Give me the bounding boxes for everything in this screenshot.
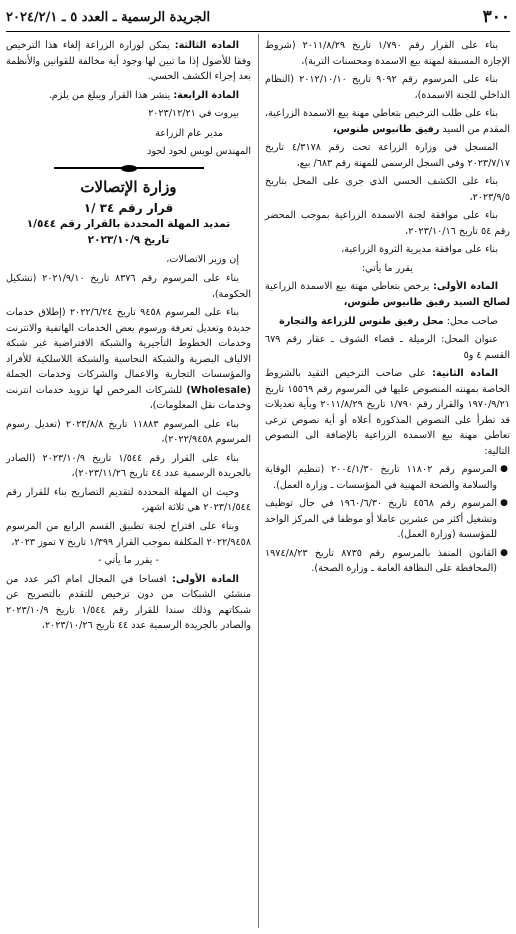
right-column: [265, 38, 510, 580]
paragraph: [265, 106, 510, 137]
paragraph: بناء على المرسوم رقم ٩٠٩٢ تاريخ ٢٠١٢/١٠/١٠ (النظام الداخلي للجنة الاسمدة)،: [265, 74, 510, 101]
regulations-list: [265, 462, 510, 577]
paragraph: بناء على القرار رقم ١/٧٩٠ تاريخ ٢٠١١/٨/٢٩ (شروط الإجازة المسبقة لمهنة بيع الاسمدة ومحسنات التربة)،: [265, 40, 510, 67]
section-divider: [54, 166, 204, 171]
article-text: على صاحب الترخيص التقيد بالشروط الخاصة بمهنته المنصوص عليها في المرسوم رقم ١٥٥٦٩ تاريخ ١٩٧٠/٩/٢١ والقرار رقم ١/٧٩٠ تاريخ ٢٠١١/٨/٢٩ وبأية تعديلات قد تطرأ على النصوص المذكورة أعلاه أو أية نصوص ترعى تعاطي مهنة بيع الاسمدة الزراعية بالإضافة الى النصوص التالية:: [265, 368, 510, 457]
page-header: [6, 4, 510, 30]
bullet-icon: ●: [500, 498, 508, 509]
shop-address: عنوان المحل: الرميلة ـ قضاء الشوف ـ عقار رقم ٦٧٩ القسم ٤ و٥: [265, 334, 510, 361]
paragraph: بناء على المرسوم ٩٤٥٨ تاريخ ٢٠٢٢/٦/٢٤ (إطلاق خدمات جديدة وتعديل تعرفة ورسوم بعض الخدمات الهاتفية والانترنت وخدمات الخطوط التأجيرية والشبكة الافتراضية غير شبكة الالياف البصرية والشبكة النحاسية والشبكة اللاسلكية للأفراد والمؤسسات التجارية والاعمال والشركات وخدمات الجملة (Wholesale) للشركات المرخص لها تزويد خدمات انترنت وخدمات نقل المعلومات)،: [6, 307, 251, 412]
paragraph: بناء على المرسوم ١١٨٨٣ تاريخ ٢٠٢٣/٨/٨ (تعديل رسوم المرسوم ٢٠٢٢/٩٤٥٨)،: [6, 418, 251, 446]
decision-date: تاريخ ٢٠٢٣/١٠/٩: [87, 233, 170, 246]
wholesale-term: (Wholesale): [186, 384, 251, 396]
list-item: ● القانون المنفذ بالمرسوم رقم ٨٧٣٥ تاريخ ١٩٧٤/٨/٢٣ (المحافظة على النظافة العامة ـ وزارة الصحة).: [265, 547, 508, 575]
article-label: المادة الثانية:: [432, 368, 498, 380]
article-2: [265, 366, 510, 459]
shop-owner: [265, 314, 510, 330]
list-item: ● المرسوم رقم ٤٥٦٨ تاريخ ١٩٦٠/٦/٣٠ في حال توظيف وتشغيل أكثر من عشرين عاملا أو موظفا في المركز الواحد للمؤسسة (وزارة العمل).: [265, 498, 508, 541]
article-label: المادة الثالثة:: [174, 40, 240, 51]
bullet-icon: ●: [500, 547, 508, 558]
minister-intro: إن وزير الاتصالات،: [166, 254, 239, 266]
header-rule: [6, 31, 510, 32]
decides-heading: يقرر ما يأتي:: [361, 262, 414, 274]
publication-title: الجريدة الرسمية ـ العدد ٥ ـ ٢٠٢٤/٢/١: [6, 9, 211, 25]
paragraph: بناء على المرسوم رقم ٨٣٧٦ تاريخ ٢٠٢١/٩/١٠ (تشكيل الحكومة)،: [6, 273, 251, 300]
page-number: ٣٠٠: [482, 7, 510, 27]
article-label: المادة الأولى:: [433, 281, 498, 293]
decision-subject: تمديد المهلة المحددة بالقرار رقم ١/٥٤٤: [26, 217, 231, 230]
article-label: المادة الرابعة:: [173, 89, 239, 101]
article-label: المادة الأولى:: [172, 573, 239, 585]
bullet-icon: ●: [500, 464, 508, 475]
article-4: [6, 88, 251, 104]
owner-label: صاحب محل:: [446, 315, 498, 327]
paragraph: بناء على القرار رقم ١/٥٤٤ تاريخ ٢٠٢٣/١٠/٩ (الصادر بالجريدة الرسمية عدد ٤٤ تاريخ ٢٠٢٣/١١/٢٦)،: [6, 452, 251, 480]
column-divider: [258, 34, 259, 928]
decision-number: قرار رقم ٣٤ /١: [83, 200, 174, 215]
article-text: ينشر هذا القرار ويبلغ من يلزم.: [48, 89, 171, 101]
article-text: يمكن لوزارة الزراعة إلغاء هذا الترخيص وفقا للأصول إذا ما تبين لها وجود أية مخالفة للقوانين والأنظمة بعد إجراء الكشف الحسي.: [6, 40, 251, 83]
licensee-name: لصالح السيد رفيق طانيوس طنوس،: [343, 296, 510, 308]
paragraph: المسجل في وزارة الزراعة تحت رقم ٤/٣١٧٨ تاريخ ٢٠٢٣/٧/١٧ وفي السجل الرسمي للمهنة رقم ٦٨٣/ بيع،: [265, 142, 510, 169]
signer-name: المهندس لويس لحود لحود: [147, 146, 251, 158]
paragraph: بناء على موافقة لجنة الاسمدة الزراعية بموجب المحضر رقم ٥٤ تاريخ ٢٠٢٣/١٠/١٦،: [265, 210, 510, 237]
article-1: [265, 279, 510, 310]
list-item: ● المرسوم رقم ١١٨٠٢ تاريخ ٢٠٠٤/١/٣٠ (تنظيم الوقاية والسلامة والصحة المهنية في المؤسسات ـ وزارة العمل).: [265, 464, 508, 491]
article-text: يرخص بتعاطي مهنة بيع الاسمدة الزراعية: [265, 281, 430, 293]
place-date: بيروت في ٢٠٢٣/١٢/٢١: [148, 108, 239, 120]
paragraph: وبناء على اقتراح لجنة تطبيق القسم الرابع من المرسوم ٢٠٢٢/٩٤٥٨ المكلفة بموجب القرار ١/٣٩٩ تاريخ ٧ تموز ٢٠٢٣،: [6, 520, 251, 548]
article-3: [6, 38, 251, 85]
article-text: افساحا في المجال امام اكبر عدد من منشئي الشبكات من دون ترخيص للتقدم بالتصريح عن شبكاتهم وذلك سندا للقرار رقم ١/٥٤٤ تاريخ ٢٠٢٣/١٠/٩ والصادر بالجريدة الرسمية عدد ٤٤ تاريخ ٢٠٢٣/١٠/٢٦،: [6, 573, 251, 632]
paragraph-text: بناء على طلب الترخيص بتعاطي مهنة بيع الاسمدة الزراعية، المقدم من السيد: [265, 108, 510, 135]
paragraph: بناء على الكشف الحسي الذي جرى على المحل بتاريخ ٢٠٢٣/٩/٥،: [265, 176, 510, 203]
applicant-name: رفيق طانيوس طنوس،: [333, 123, 440, 135]
paragraph: بناء على موافقة مديرية الثروة الزراعية،: [341, 244, 498, 256]
article-1: [6, 572, 251, 634]
left-column: [6, 38, 251, 637]
paragraph: وحيث ان المهلة المحددة لتقديم التصاريح بناء للقرار رقم ٢٠٢٣/١/٥٤٤ هي ثلاثة اشهر،: [6, 486, 251, 514]
decides-heading: - يقرر ما يأتي -: [98, 555, 159, 567]
signer-title: مدير عام الزراعة: [155, 127, 223, 139]
shop-name: محل رفيق طنوس للزراعة والتجارة: [279, 315, 444, 327]
ministry-title: وزارة الإتصالات: [80, 177, 177, 196]
